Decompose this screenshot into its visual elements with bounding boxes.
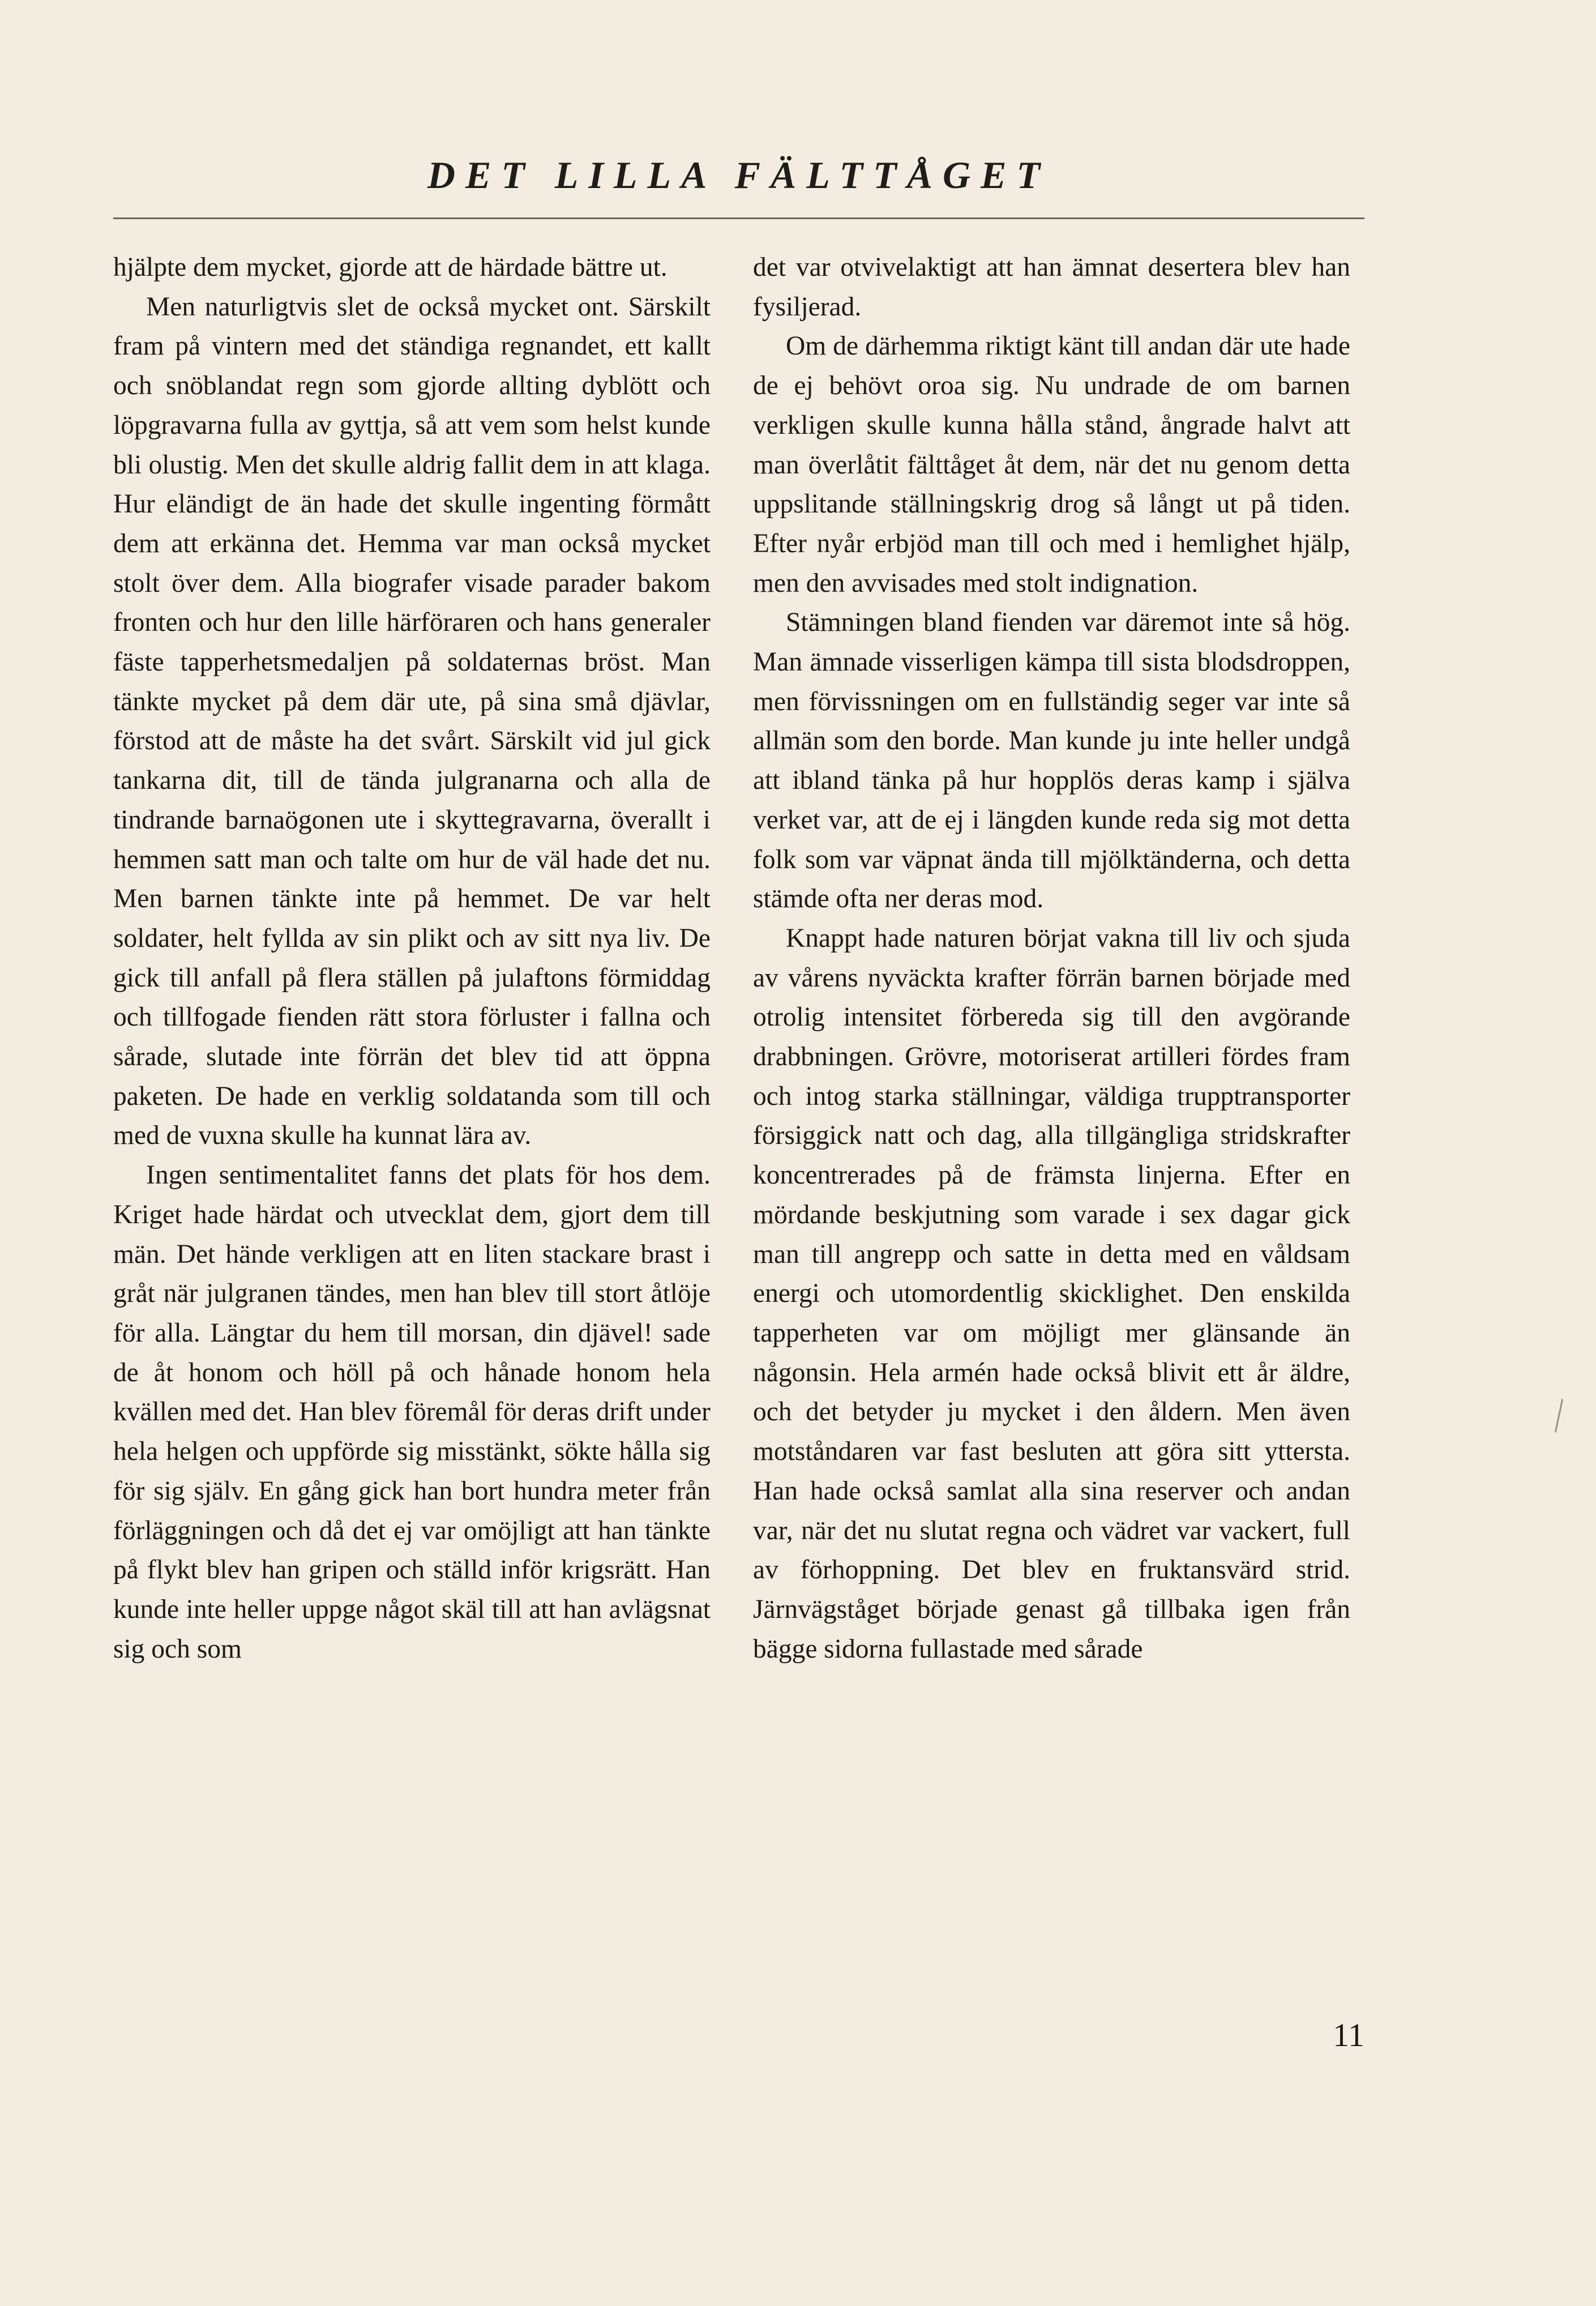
header-rule xyxy=(113,217,1364,219)
paragraph: Ingen sentimentalitet fanns det plats för hos dem. Kriget hade härdat och utvecklat dem, gjort dem till män. Det hände verkligen att en liten stackare brast i gråt när julgranen tändes, men han blev till stort åtlöje för alla. Längtar du hem till morsan, din djävel! sade de åt honom och höll på och hånade honom hela kvällen med det. Han blev föremål för deras drift under hela helgen och uppförde sig misstänkt, sökte hålla sig för sig själv. En gång gick han bort hundra meter från förläggningen och då det ej var omöjligt att han tänkte på flykt blev han gripen och ställd inför krigsrätt. Han kunde inte heller uppge något skäl till att han avlägsnat sig och som xyxy=(113,1160,711,1664)
left-column xyxy=(113,248,711,1669)
paragraph: det var otvivelaktigt att han ämnat desertera blev han fysiljerad. xyxy=(753,253,1350,322)
running-title: DET LILLA FÄLTTÅGET xyxy=(427,153,1051,197)
paragraph: Men naturligtvis slet de också mycket ont. Särskilt fram på vintern med det ständiga regnandet, ett kallt och snöblandat regn som gjorde allting dyblött och löpgravarna fulla av gyttja, så att vem som helst kunde bli olustig. Men det skulle aldrig fallit dem in att klaga. Hur eländigt de än hade det skulle ingenting förmått dem att erkänna det. Hemma var man också mycket stolt över dem. Alla biografer visade parader bakom fronten och hur den lille härföraren och hans generaler fäste tapperhetsmedaljen på soldaternas bröst. Man tänkte mycket på dem där ute, på sina små djävlar, förstod att de måste ha det svårt. Särskilt vid jul gick tankarna dit, till de tända julgranarna och alla de tindrande barnaögonen ute i skyttegravarna, överallt i hemmen satt man och talte om hur de väl hade det nu. Men barnen tänkte inte på hemmet. De var helt soldater, helt fyllda av sin plikt och av sitt nya liv. De gick till anfall på flera ställen på julaftons förmiddag och tillfogade fienden rätt stora förluster i fallna och sårade, slutade inte förrän det blev tid att öppna paketen. De hade en verklig soldatanda som till och med de vuxna skulle ha kunnat lära av. xyxy=(113,292,711,1151)
paragraph: Om de därhemma riktigt känt till andan där ute hade de ej behövt oroa sig. Nu undrade de om barnen verkligen skulle kunna hålla stånd, ångrade halvt att man överlåtit fälttåget åt dem, när det nu genom detta uppslitande ställningskrig drog så långt ut på tiden. Efter nyår erbjöd man till och med i hemlighet hjälp, men den avvisades med stolt indignation. xyxy=(753,331,1350,598)
right-column xyxy=(753,248,1350,1669)
paragraph: Knappt hade naturen börjat vakna till liv och sjuda av vårens nyväckta krafter förrän barnen började med otrolig intensitet förbereda sig till den avgörande drabbningen. Grövre, motoriserat artilleri fördes fram och intog starka ställningar, väldiga trupptransporter försiggick natt och dag, alla tillgängliga stridskrafter koncentrerades på de främsta linjerna. Efter en mördande beskjutning som varade i sex dagar gick man till angrepp och satte in detta med en våldsam energi och utomordentlig skicklighet. Den enskilda tapperheten var om möjligt mer glänsande än någonsin. Hela armén hade också blivit ett år äldre, och det betyder ju mycket i den åldern. Men även motståndaren var fast besluten att göra sitt yttersta. Han hade också samlat alla sina reserver och andan var, när det nu slutat regna och vädret var vackert, full av förhoppning. Det blev en fruktansvärd strid. Järnvägståget började genast gå tillbaka igen från bägge sidorna fullastade med sårade xyxy=(753,923,1350,1664)
paragraph: Stämningen bland fienden var däremot inte så hög. Man ämnade visserligen kämpa till sista blodsdroppen, men förvissningen om en fullständig seger var inte så allmän som den borde. Man kunde ju inte heller undgå att ibland tänka på hur hopplös deras kamp i själva verket var, att de ej i längden kunde reda sig mot detta folk som var väpnat ända till mjölktänderna, och detta stämde ofta ner deras mod. xyxy=(753,608,1350,914)
page-number: 11 xyxy=(1333,2017,1364,2053)
paragraph: hjälpte dem mycket, gjorde att de härdade bättre ut. xyxy=(113,253,668,282)
margin-mark xyxy=(1555,1399,1563,1432)
